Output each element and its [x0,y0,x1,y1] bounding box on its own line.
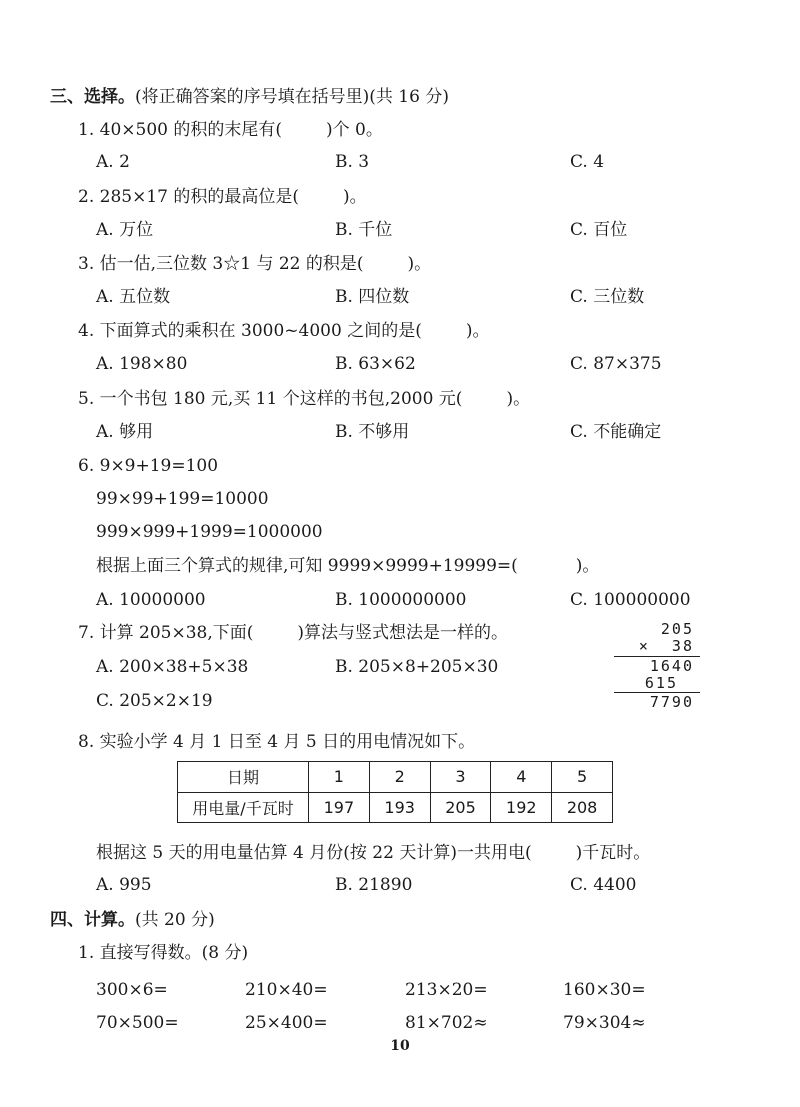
section-4-title: 四、计算。 [50,910,135,930]
table-cell-usage-2: 193 [369,792,430,823]
q8-estimate-end: )千瓦时。 [575,843,651,863]
q1-stem-text: 1. 40×500 的积的末尾有( [78,120,282,140]
q3-stem [78,253,431,275]
q6-option-c[interactable]: C. 100000000 [570,590,691,610]
q4-option-b[interactable]: B. 63×62 [335,354,416,374]
q5-stem-end: )。 [506,389,531,409]
q8-option-b[interactable]: B. 21890 [335,875,413,895]
q5-option-b[interactable]: B. 不够用 [335,422,410,442]
page-number: 10 [390,1038,410,1054]
q8-stem: 8. 实验小学 4 月 1 日至 4 月 5 日的用电情况如下。 [78,732,476,752]
table-label-usage: 用电量/千瓦时 [178,792,309,823]
q1-option-a[interactable]: A. 2 [96,152,130,172]
table-header-day-3: 3 [430,762,491,793]
table-row [178,792,613,823]
q2-stem [78,186,367,208]
q6-stem-end: )。 [575,556,600,576]
table-header-day-2: 2 [369,762,430,793]
q8-estimate-stem [96,842,650,864]
section-4-note: (共 20 分) [135,910,215,930]
section-3-note: (将正确答案的序号填在括号里)(共 16 分) [135,87,449,107]
q4-stem [78,320,489,342]
q5-stem-text: 5. 一个书包 180 元,买 11 个这样的书包,2000 元( [78,389,463,409]
section-4-heading [50,909,215,931]
q7-option-a[interactable]: A. 200×38+5×38 [96,657,249,677]
table-row [178,762,613,793]
q4-option-a[interactable]: A. 198×80 [96,354,188,374]
q3-option-c[interactable]: C. 三位数 [570,287,645,307]
q5-option-a[interactable]: A. 够用 [96,422,154,442]
q3-option-a[interactable]: A. 五位数 [96,287,171,307]
q7-stem-end: )算法与竖式想法是一样的。 [297,623,509,643]
table-header-day-1: 1 [309,762,370,793]
calc-item-3[interactable]: 213×20= [405,980,488,1000]
section-3-heading [50,86,449,108]
q4-stem-text: 4. 下面算式的乘积在 3000~4000 之间的是( [78,321,422,341]
q7-option-b[interactable]: B. 205×8+205×30 [335,657,499,677]
table-header-day-5: 5 [552,762,613,793]
table-cell-usage-3: 205 [430,792,491,823]
vertical-partial-1: 1640 [649,657,694,675]
electricity-usage-table [177,761,613,823]
q8-option-a[interactable]: A. 995 [96,875,152,895]
vertical-partial-2: 615 [644,674,678,692]
q1-option-b[interactable]: B. 3 [335,152,370,172]
q8-option-c[interactable]: C. 4400 [570,875,637,895]
q6-line-1: 6. 9×9+19=100 [78,456,219,476]
q7-option-c[interactable]: C. 205×2×19 [96,691,213,711]
table-cell-usage-5: 208 [552,792,613,823]
q5-stem [78,388,530,410]
q1-stem-end: )个 0。 [325,120,383,140]
table-cell-usage-1: 197 [309,792,370,823]
section-3-title: 三、选择。 [50,87,135,107]
table-header-day-4: 4 [491,762,552,793]
calc-item-5[interactable]: 70×500= [96,1013,179,1033]
vertical-multiplier: × 38 [638,637,694,655]
q6-option-b[interactable]: B. 1000000000 [335,590,467,610]
q4-stem-end: )。 [465,321,490,341]
q3-stem-text: 3. 估一估,三位数 3☆1 与 22 的积是( [78,254,364,274]
q6-stem-text: 根据上面三个算式的规律,可知 9999×9999+19999=( [96,556,518,576]
q6-stem [96,555,599,577]
q3-option-b[interactable]: B. 四位数 [335,287,410,307]
q6-line-2: 99×99+199=10000 [96,489,269,509]
q5-option-c[interactable]: C. 不能确定 [570,422,662,442]
q7-stem-text: 7. 计算 205×38,下面( [78,623,254,643]
calc-item-8[interactable]: 79×304≈ [563,1013,646,1033]
q2-option-b[interactable]: B. 千位 [335,220,393,240]
calc-item-6[interactable]: 25×400= [245,1013,328,1033]
q8-estimate-text: 根据这 5 天的用电量估算 4 月份(按 22 天计算)一共用电( [96,843,532,863]
table-header-date: 日期 [178,762,309,793]
q3-stem-end: )。 [407,254,432,274]
q2-stem-text: 2. 285×17 的积的最高位是( [78,187,299,207]
q1-option-c[interactable]: C. 4 [570,152,605,172]
table-cell-usage-4: 192 [491,792,552,823]
section-4-sub-1: 1. 直接写得数。(8 分) [78,943,249,963]
q1-stem [78,119,383,141]
q6-line-3: 999×999+1999=1000000 [96,522,323,542]
calc-item-7[interactable]: 81×702≈ [405,1013,488,1033]
calc-item-1[interactable]: 300×6= [96,980,168,1000]
vertical-product: 7790 [649,693,694,711]
q4-option-c[interactable]: C. 87×375 [570,354,662,374]
q6-option-a[interactable]: A. 10000000 [96,590,206,610]
q7-stem [78,622,508,644]
q2-option-a[interactable]: A. 万位 [96,220,154,240]
calc-item-2[interactable]: 210×40= [245,980,328,1000]
q2-stem-end: )。 [342,187,367,207]
calc-item-4[interactable]: 160×30= [563,980,646,1000]
vertical-multiplicand: 205 [660,620,694,638]
q2-option-c[interactable]: C. 百位 [570,220,628,240]
